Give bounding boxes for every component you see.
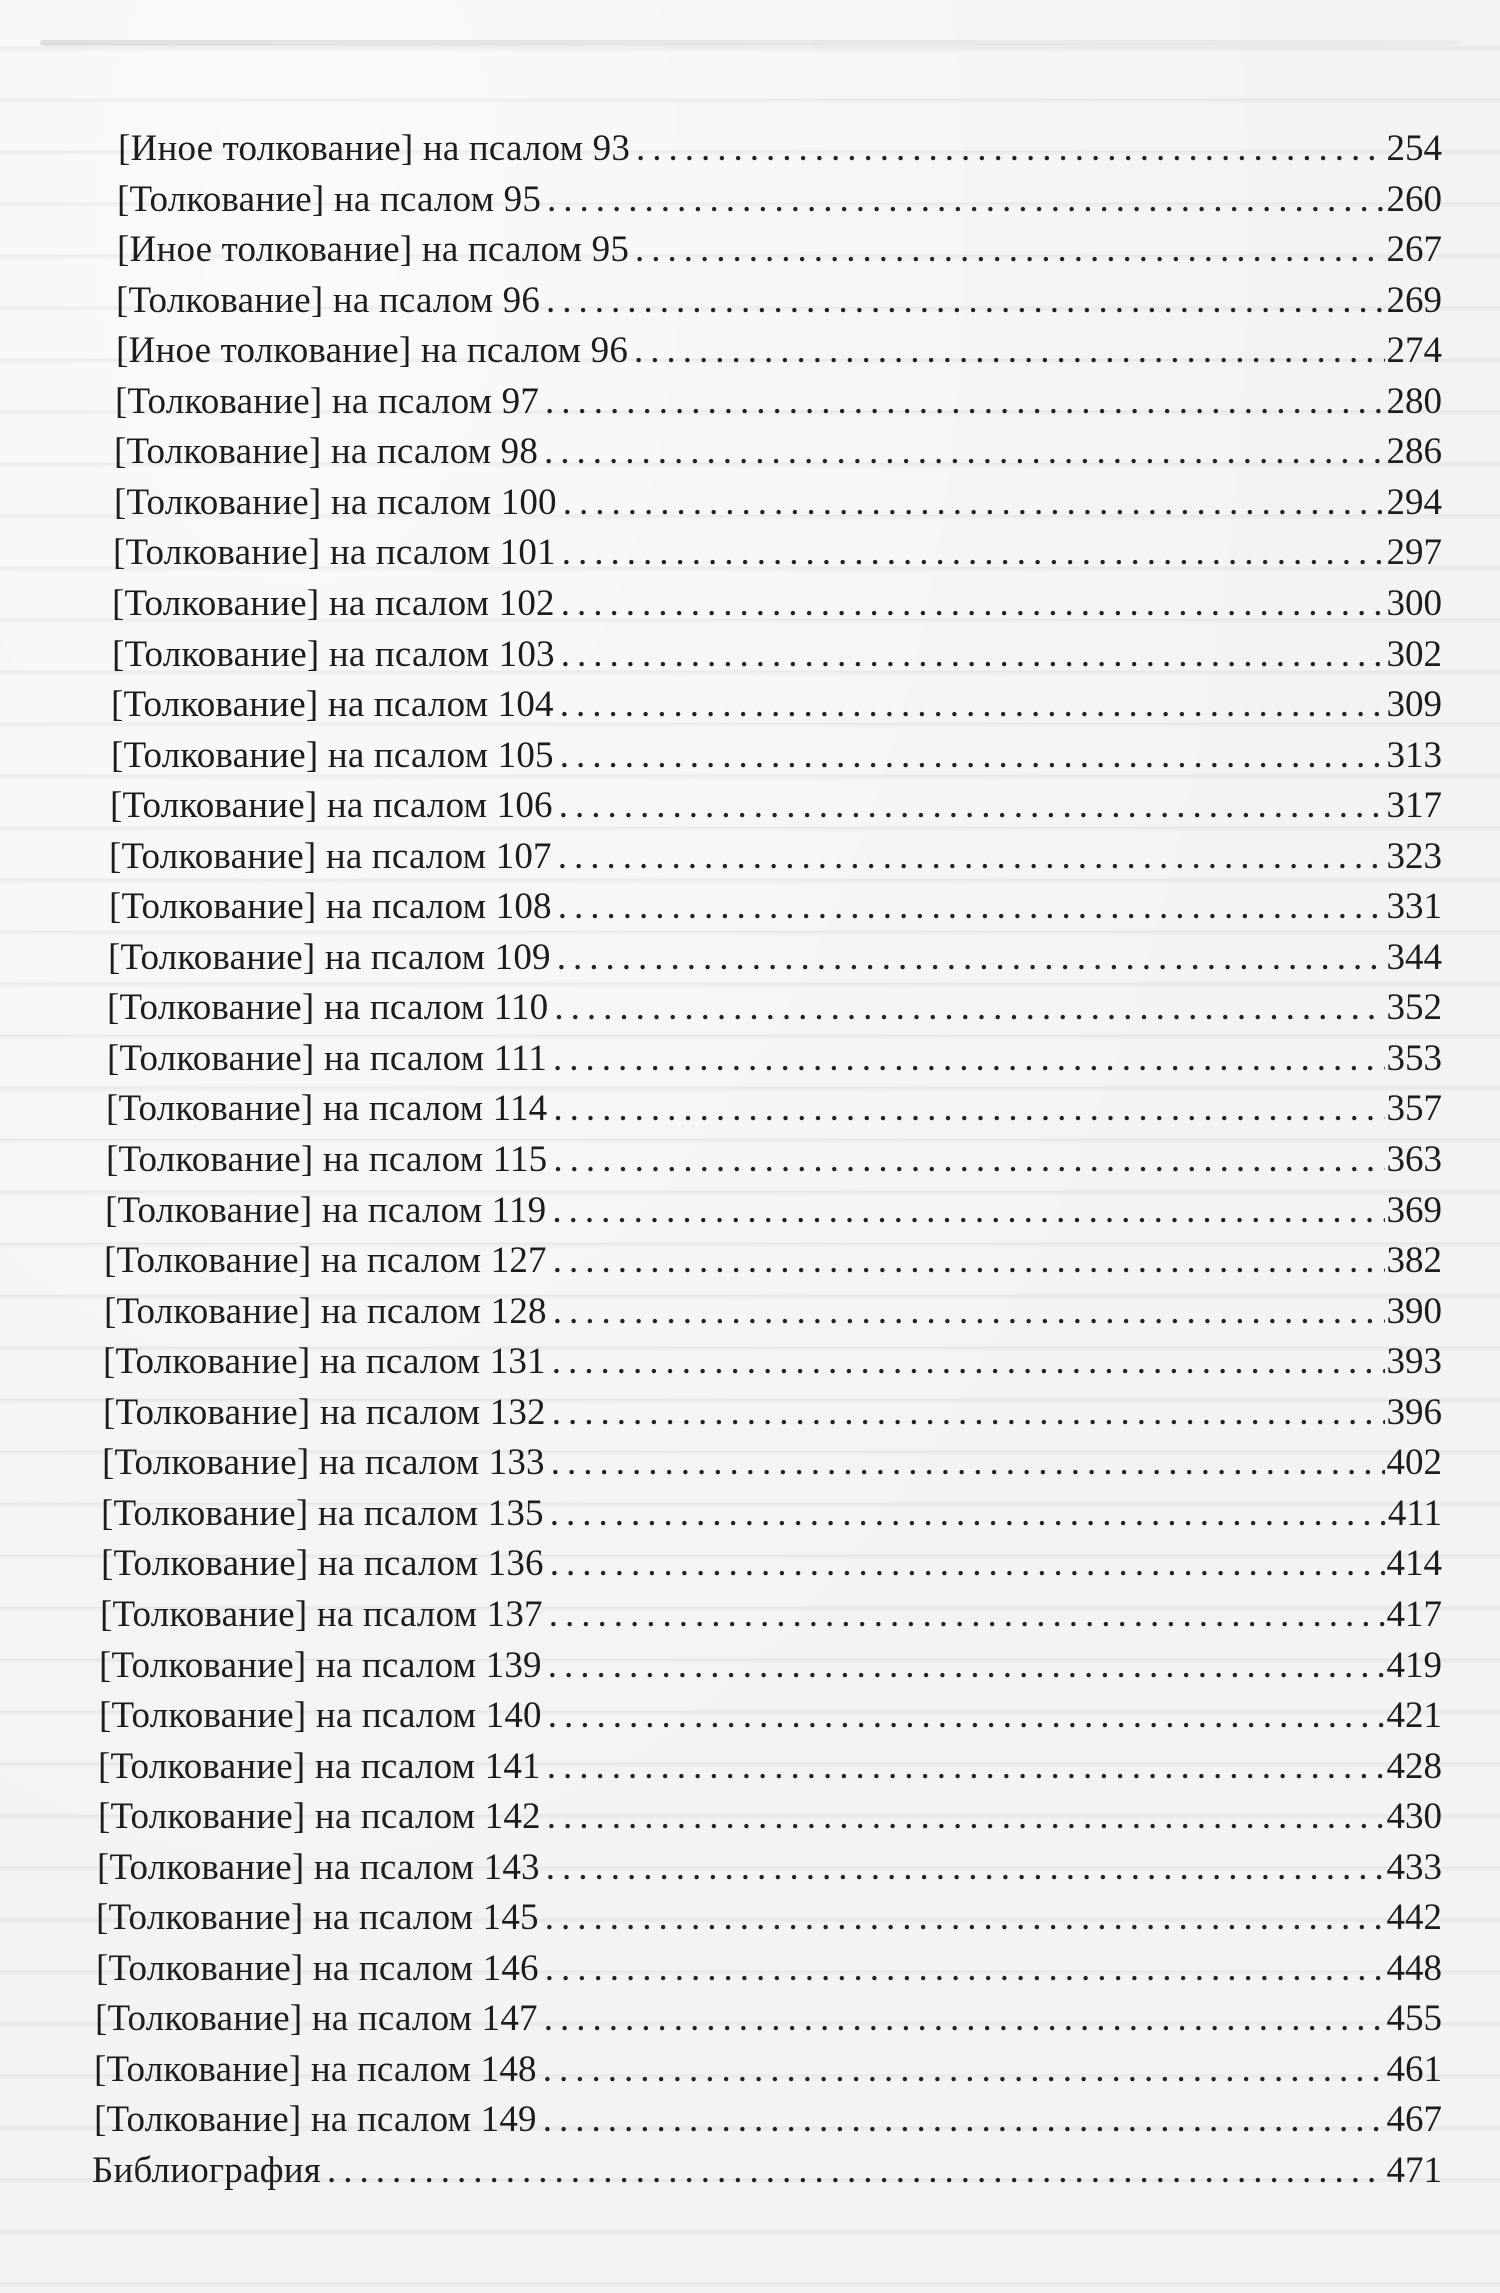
toc-entry-title: [Толкование] на псалом 131 — [103, 1341, 546, 1382]
page-top-edge — [40, 40, 1460, 46]
toc-entry-title: [Толкование] на псалом 114 — [106, 1088, 548, 1129]
toc-entry-title: [Толкование] на псалом 110 — [107, 987, 549, 1028]
toc-entry-page-number: 448 — [1386, 1948, 1442, 1989]
toc-entry-title: [Толкование] на псалом 105 — [111, 735, 554, 776]
toc-entry-page-number: 302 — [1386, 634, 1442, 675]
toc-dot-leader — [551, 933, 1385, 983]
toc-entry-page-number: 461 — [1386, 2049, 1442, 2090]
toc-dot-leader — [541, 175, 1384, 225]
toc-entry-page-number: 357 — [1386, 1088, 1442, 1129]
toc-entry-title: [Толкование] на псалом 106 — [110, 785, 553, 826]
toc-entry — [113, 528, 1442, 578]
toc-entry-title: [Толкование] на псалом 119 — [105, 1190, 547, 1231]
toc-entry-page-number: 352 — [1386, 987, 1442, 1028]
toc-entry — [102, 1438, 1442, 1488]
toc-entry — [106, 1084, 1442, 1134]
toc-entry-page-number: 294 — [1386, 482, 1442, 523]
toc-entry-title: [Толкование] на псалом 111 — [107, 1038, 547, 1079]
toc-entry-page-number: 428 — [1386, 1746, 1442, 1787]
toc-entry — [101, 1489, 1442, 1539]
toc-entry-page-number: 417 — [1386, 1594, 1442, 1635]
toc-entry-page-number: 309 — [1386, 684, 1442, 725]
toc-entry-title: [Толкование] на псалом 103 — [112, 634, 555, 675]
toc-entry-title: [Иное толкование] на псалом 96 — [116, 330, 629, 371]
toc-entry — [108, 933, 1442, 983]
toc-dot-leader — [545, 1438, 1385, 1488]
toc-entry-page-number: 274 — [1386, 330, 1442, 371]
toc-entry — [114, 478, 1442, 528]
toc-dot-leader — [556, 528, 1385, 578]
toc-dot-leader — [543, 1590, 1385, 1640]
toc-entry-page-number: 382 — [1386, 1240, 1442, 1281]
toc-entry — [106, 1135, 1442, 1185]
toc-dot-leader — [546, 1337, 1385, 1387]
toc-entry-page-number: 353 — [1386, 1038, 1442, 1079]
toc-entry — [103, 1337, 1442, 1387]
toc-entry-page-number: 455 — [1386, 1998, 1442, 2039]
toc-entry — [103, 1388, 1442, 1438]
toc-entry — [105, 1186, 1442, 1236]
toc-dot-leader — [547, 1236, 1385, 1286]
toc-entry-title: [Толкование] на псалом 97 — [115, 381, 540, 422]
toc-entry-title: [Толкование] на псалом 137 — [100, 1594, 543, 1635]
toc-entry-title: [Толкование] на псалом 104 — [111, 684, 554, 725]
toc-dot-leader — [541, 1792, 1385, 1842]
toc-entry-title: [Толкование] на псалом 139 — [99, 1645, 542, 1686]
toc-entry-title: Библиография — [92, 2150, 322, 2191]
toc-entry — [109, 832, 1442, 882]
toc-entry — [92, 2146, 1442, 2196]
toc-dot-leader — [554, 731, 1385, 781]
toc-entry-title: [Толкование] на псалом 102 — [112, 583, 555, 624]
toc-entry — [117, 225, 1442, 275]
toc-entry-page-number: 471 — [1386, 2150, 1442, 2191]
toc-entry-page-number: 267 — [1386, 229, 1442, 270]
toc-entry — [98, 1792, 1442, 1842]
toc-dot-leader — [539, 377, 1384, 427]
toc-entry-title: [Толкование] на псалом 133 — [102, 1442, 545, 1483]
toc-entry-title: [Толкование] на псалом 140 — [99, 1695, 542, 1736]
toc-dot-leader — [539, 1893, 1385, 1943]
toc-entry-title: [Толкование] на псалом 115 — [106, 1139, 548, 1180]
toc-entry-page-number: 313 — [1386, 735, 1442, 776]
toc-entry — [100, 1590, 1442, 1640]
toc-entry — [104, 1287, 1442, 1337]
toc-entry-page-number: 344 — [1386, 937, 1442, 978]
toc-entry-title: [Толкование] на псалом 108 — [109, 886, 552, 927]
toc-entry-page-number: 254 — [1386, 128, 1442, 169]
toc-dot-leader — [629, 225, 1384, 275]
toc-entry — [101, 1539, 1442, 1589]
toc-dot-leader — [538, 1994, 1385, 2044]
toc-entry-page-number: 260 — [1386, 179, 1442, 220]
toc-entry-page-number: 331 — [1386, 886, 1442, 927]
toc-entry — [97, 1843, 1442, 1893]
toc-entry — [111, 680, 1442, 730]
toc-entry-page-number: 419 — [1386, 1645, 1442, 1686]
toc-entry-page-number: 411 — [1387, 1493, 1442, 1534]
toc-entry-page-number: 433 — [1386, 1847, 1442, 1888]
toc-dot-leader — [540, 1843, 1385, 1893]
toc-dot-leader — [552, 882, 1385, 932]
toc-entry-page-number: 390 — [1386, 1291, 1442, 1332]
toc-entry-page-number: 467 — [1386, 2099, 1442, 2140]
toc-entry — [118, 124, 1442, 174]
toc-entry-page-number: 414 — [1386, 1543, 1442, 1584]
toc-entry-title: [Толкование] на псалом 148 — [94, 2049, 537, 2090]
toc-entry-title: [Толкование] на псалом 147 — [95, 1998, 538, 2039]
toc-dot-leader — [547, 1135, 1384, 1185]
toc-entry — [99, 1691, 1442, 1741]
toc-entry-title: [Толкование] на псалом 142 — [98, 1796, 541, 1837]
toc-dot-leader — [628, 326, 1384, 376]
toc-entry-title: [Толкование] на псалом 96 — [116, 280, 541, 321]
toc-dot-leader — [546, 1186, 1384, 1236]
toc-dot-leader — [540, 276, 1384, 326]
toc-entry — [94, 2045, 1442, 2095]
toc-entry-page-number: 369 — [1386, 1190, 1442, 1231]
toc-entry-page-number: 363 — [1386, 1139, 1442, 1180]
toc-dot-leader — [537, 2045, 1385, 2095]
toc-entry — [112, 630, 1442, 680]
toc-dot-leader — [321, 2146, 1384, 2196]
toc-entry-title: [Иное толкование] на псалом 95 — [117, 229, 630, 270]
toc-dot-leader — [537, 2095, 1385, 2145]
toc-entry — [104, 1236, 1442, 1286]
toc-entry — [110, 781, 1442, 831]
toc-entry — [112, 579, 1442, 629]
toc-dot-leader — [542, 1641, 1385, 1691]
toc-dot-leader — [546, 1388, 1385, 1438]
toc-entry — [117, 175, 1442, 225]
toc-dot-leader — [553, 781, 1385, 831]
toc-entry-page-number: 323 — [1386, 836, 1442, 877]
toc-entry-page-number: 430 — [1386, 1796, 1442, 1837]
toc-entry-title: [Толкование] на псалом 136 — [101, 1543, 544, 1584]
toc-dot-leader — [630, 124, 1384, 174]
toc-entry-page-number: 402 — [1386, 1442, 1442, 1483]
toc-entry — [107, 983, 1442, 1033]
toc-entry — [107, 1034, 1442, 1084]
toc-dot-leader — [547, 1287, 1385, 1337]
toc-dot-leader — [544, 1539, 1385, 1589]
toc-dot-leader — [548, 983, 1384, 1033]
toc-dot-leader — [547, 1084, 1384, 1134]
toc-entry — [98, 1742, 1442, 1792]
toc-entry — [115, 377, 1442, 427]
toc-entry-title: [Толкование] на псалом 107 — [109, 836, 552, 877]
toc-dot-leader — [555, 630, 1385, 680]
toc-entry-page-number: 317 — [1386, 785, 1442, 826]
toc-entry-title: [Толкование] на псалом 135 — [101, 1493, 544, 1534]
toc-dot-leader — [542, 1691, 1385, 1741]
toc-dot-leader — [538, 427, 1384, 477]
toc-dot-leader — [554, 680, 1385, 730]
toc-entry-title: [Толкование] на псалом 98 — [114, 431, 539, 472]
toc-entry-title: [Толкование] на псалом 100 — [114, 482, 557, 523]
toc-entry — [96, 1893, 1442, 1943]
toc-dot-leader — [541, 1742, 1385, 1792]
toc-entry-page-number: 269 — [1386, 280, 1442, 321]
toc-entry-page-number: 297 — [1386, 532, 1442, 573]
toc-entry — [114, 427, 1442, 477]
toc-dot-leader — [557, 478, 1385, 528]
toc-dot-leader — [555, 579, 1385, 629]
toc-entry-title: [Иное толкование] на псалом 93 — [118, 128, 631, 169]
toc-entry-title: [Толкование] на псалом 132 — [103, 1392, 546, 1433]
toc-entry-title: [Толкование] на псалом 95 — [117, 179, 542, 220]
toc-entry — [99, 1641, 1442, 1691]
toc-entry-title: [Толкование] на псалом 109 — [108, 937, 551, 978]
toc-entry-title: [Толкование] на псалом 146 — [96, 1948, 539, 1989]
toc-entry-page-number: 300 — [1386, 583, 1442, 624]
toc-dot-leader — [539, 1944, 1385, 1994]
toc-dot-leader — [552, 832, 1385, 882]
toc-entry-title: [Толкование] на псалом 128 — [104, 1291, 547, 1332]
toc-entry-title: [Толкование] на псалом 149 — [94, 2099, 537, 2140]
toc-entry-title: [Толкование] на псалом 145 — [96, 1897, 539, 1938]
toc-entry-title: [Толкование] на псалом 101 — [113, 532, 556, 573]
toc-dot-leader — [547, 1034, 1385, 1084]
toc-entry — [109, 882, 1442, 932]
toc-entry — [96, 1944, 1442, 1994]
toc-entry-title: [Толкование] на псалом 141 — [98, 1746, 541, 1787]
toc-entry — [116, 276, 1442, 326]
toc-entry-page-number: 280 — [1386, 381, 1442, 422]
toc-entry-title: [Толкование] на псалом 127 — [104, 1240, 547, 1281]
toc-dot-leader — [544, 1489, 1386, 1539]
toc-entry — [94, 2095, 1442, 2145]
toc-entry-page-number: 421 — [1386, 1695, 1442, 1736]
toc-entry — [111, 731, 1442, 781]
toc-entry-page-number: 442 — [1386, 1897, 1442, 1938]
toc-entry — [116, 326, 1442, 376]
toc-entry-title: [Толкование] на псалом 143 — [97, 1847, 540, 1888]
toc-entry-page-number: 396 — [1386, 1392, 1442, 1433]
toc-entry-page-number: 286 — [1386, 431, 1442, 472]
toc-entry — [95, 1994, 1442, 2044]
toc-entry-page-number: 393 — [1386, 1341, 1442, 1382]
